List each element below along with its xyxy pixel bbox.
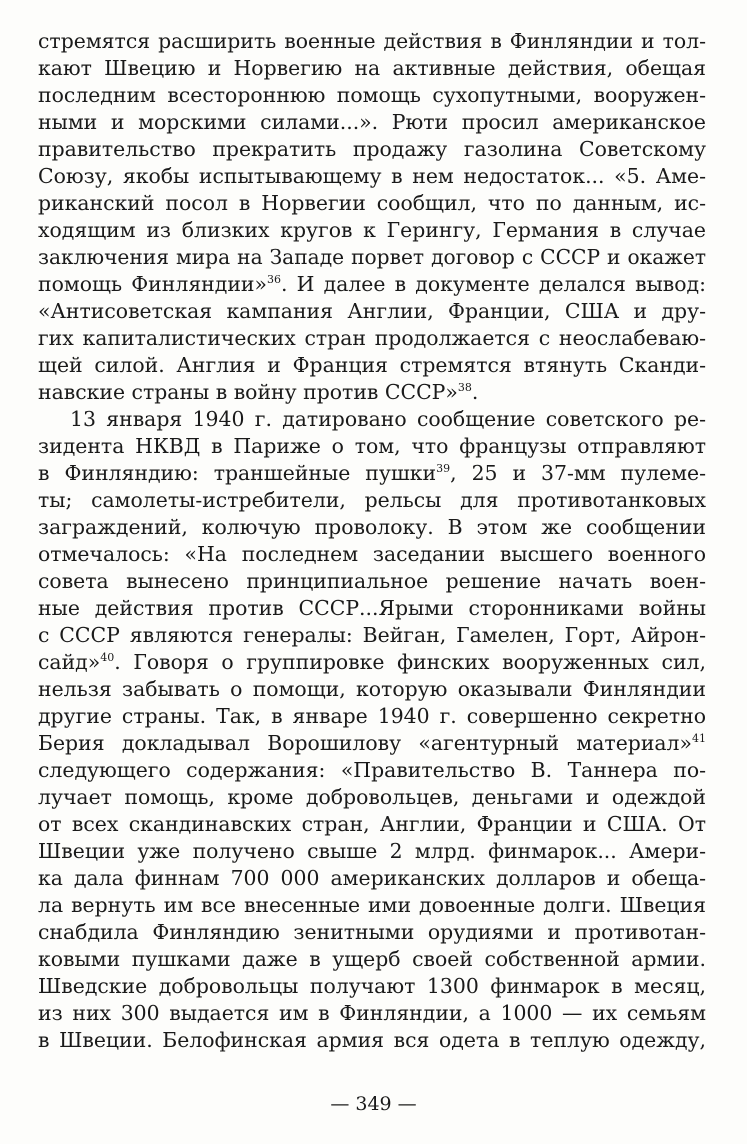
text-line xyxy=(38,784,706,811)
body-text xyxy=(38,28,706,1054)
text-line xyxy=(38,622,706,649)
text-line xyxy=(38,433,706,460)
line-text: от всех скандинавских стран, Англии, Франции и США. От xyxy=(38,812,706,836)
text-line xyxy=(38,757,706,784)
text-line xyxy=(38,82,706,109)
line-text: помощь Финляндии» xyxy=(38,272,267,296)
line-text: заключения мира на Западе порвет договор с СССР и окажет xyxy=(38,245,706,269)
footnote-ref: 38 xyxy=(457,381,472,394)
line-text-continued: . xyxy=(471,380,479,404)
line-text: из них 300 выдается им в Финляндии, а 1000 — их семьям xyxy=(38,1001,706,1025)
text-line xyxy=(38,973,706,1000)
text-line xyxy=(38,325,706,352)
text-line xyxy=(38,946,706,973)
text-line xyxy=(38,190,706,217)
line-text: «Антисоветская кампания Англии, Франции, США и дру- xyxy=(38,299,706,323)
text-line xyxy=(38,703,706,730)
line-text: последним всестороннюю помощь сухопутными, вооружен- xyxy=(38,83,706,107)
text-line xyxy=(38,244,706,271)
line-text: гих капиталистических стран продолжается с неослабеваю- xyxy=(38,326,706,350)
text-line xyxy=(38,730,706,757)
line-text: Берия докладывал Ворошилову «агентурный материал» xyxy=(38,731,692,755)
text-line xyxy=(38,811,706,838)
text-line xyxy=(38,541,706,568)
text-line xyxy=(38,676,706,703)
line-text: нельзя забывать о помощи, которую оказывали Финляндии xyxy=(38,677,706,701)
text-line xyxy=(38,595,706,622)
text-line xyxy=(38,271,706,298)
line-text: совета вынесено принципиальное решение начать воен- xyxy=(38,569,706,593)
text-line xyxy=(38,298,706,325)
line-text: стремятся расширить военные действия в Финляндии и тол- xyxy=(38,29,706,53)
line-text: ка дала финнам 700 000 американских долларов и обеща- xyxy=(38,866,706,890)
line-text: зидента НКВД в Париже о том, что французы отправляют xyxy=(38,434,706,458)
footnote-ref: 36 xyxy=(266,273,281,286)
text-line xyxy=(38,163,706,190)
line-text: в Швеции. Белофинская армия вся одета в теплую одежду, xyxy=(38,1028,706,1052)
line-text: заграждений, колючую проволоку. В этом же сообщении xyxy=(38,515,706,539)
text-line xyxy=(38,109,706,136)
line-text: отмечалось: «На последнем заседании высшего военного xyxy=(38,542,706,566)
line-text: Швеции уже получено свыше 2 млрд. финмарок... Амери- xyxy=(38,839,706,863)
line-text: сайд» xyxy=(38,650,101,674)
line-text: щей силой. Англия и Франция стремятся втянуть Сканди- xyxy=(38,353,706,377)
line-text: ходящим из близких кругов к Герингу, Германия в случае xyxy=(38,218,706,242)
text-line xyxy=(38,28,706,55)
line-text: правительство прекратить продажу газолина Советскому xyxy=(38,137,706,161)
footnote-ref: 40 xyxy=(100,651,115,664)
text-line xyxy=(38,487,706,514)
page-number: — 349 — xyxy=(330,1093,417,1115)
text-line xyxy=(38,379,706,406)
line-text: ными и морскими силами...». Рюти просил американское xyxy=(38,110,706,134)
line-text: кают Швецию и Норвегию на активные действия, обещая xyxy=(38,56,706,80)
text-line xyxy=(38,568,706,595)
text-line xyxy=(38,865,706,892)
line-text: 13 января 1940 г. датировано сообщение советского ре- xyxy=(70,407,706,431)
line-text: Шведские добровольцы получают 1300 финмарок в месяц, xyxy=(38,974,706,998)
text-line xyxy=(38,514,706,541)
text-line xyxy=(38,1027,706,1054)
line-text-continued: . Говоря о группировке финских вооруженных сил, xyxy=(114,650,706,674)
line-text: ты; самолеты-истребители, рельсы для противотанковых xyxy=(38,488,706,512)
text-line xyxy=(38,352,706,379)
line-text: другие страны. Так, в январе 1940 г. совершенно секретно xyxy=(38,704,706,728)
text-line xyxy=(38,919,706,946)
line-text: лучает помощь, кроме добровольцев, деньгами и одеждой xyxy=(38,785,706,809)
text-line xyxy=(38,838,706,865)
text-line xyxy=(38,1000,706,1027)
line-text: ные действия против СССР...Ярыми сторонниками войны xyxy=(38,596,706,620)
line-text: ковыми пушками даже в ущерб своей собственной армии. xyxy=(38,947,706,971)
footnote-ref: 41 xyxy=(692,732,706,745)
text-line xyxy=(38,406,706,433)
line-text: ла вернуть им все внесенные ими довоенные долги. Швеция xyxy=(38,893,706,917)
line-text: с СССР являются генералы: Вейган, Гамелен, Горт, Айрон- xyxy=(38,623,706,647)
text-line xyxy=(38,55,706,82)
text-line xyxy=(38,217,706,244)
text-line xyxy=(38,892,706,919)
text-line xyxy=(38,460,706,487)
line-text-continued: . И далее в документе делался вывод: xyxy=(280,272,706,296)
line-text: снабдила Финляндию зенитными орудиями и противотан- xyxy=(38,920,706,944)
line-text: риканский посол в Норвегии сообщил, что по данным, ис- xyxy=(38,191,706,215)
text-line xyxy=(38,136,706,163)
line-text-continued: , 25 и 37-мм пулеме- xyxy=(450,461,706,485)
line-text: Союзу, якобы испытывающему в нем недостаток... «5. Аме- xyxy=(38,164,706,188)
line-text: следующего содержания: «Правительство В. Таннера по- xyxy=(38,758,706,782)
footnote-ref: 39 xyxy=(436,462,451,475)
line-text: навские страны в войну против СССР» xyxy=(38,380,458,404)
text-line xyxy=(38,649,706,676)
line-text: в Финляндию: траншейные пушки xyxy=(38,461,437,485)
